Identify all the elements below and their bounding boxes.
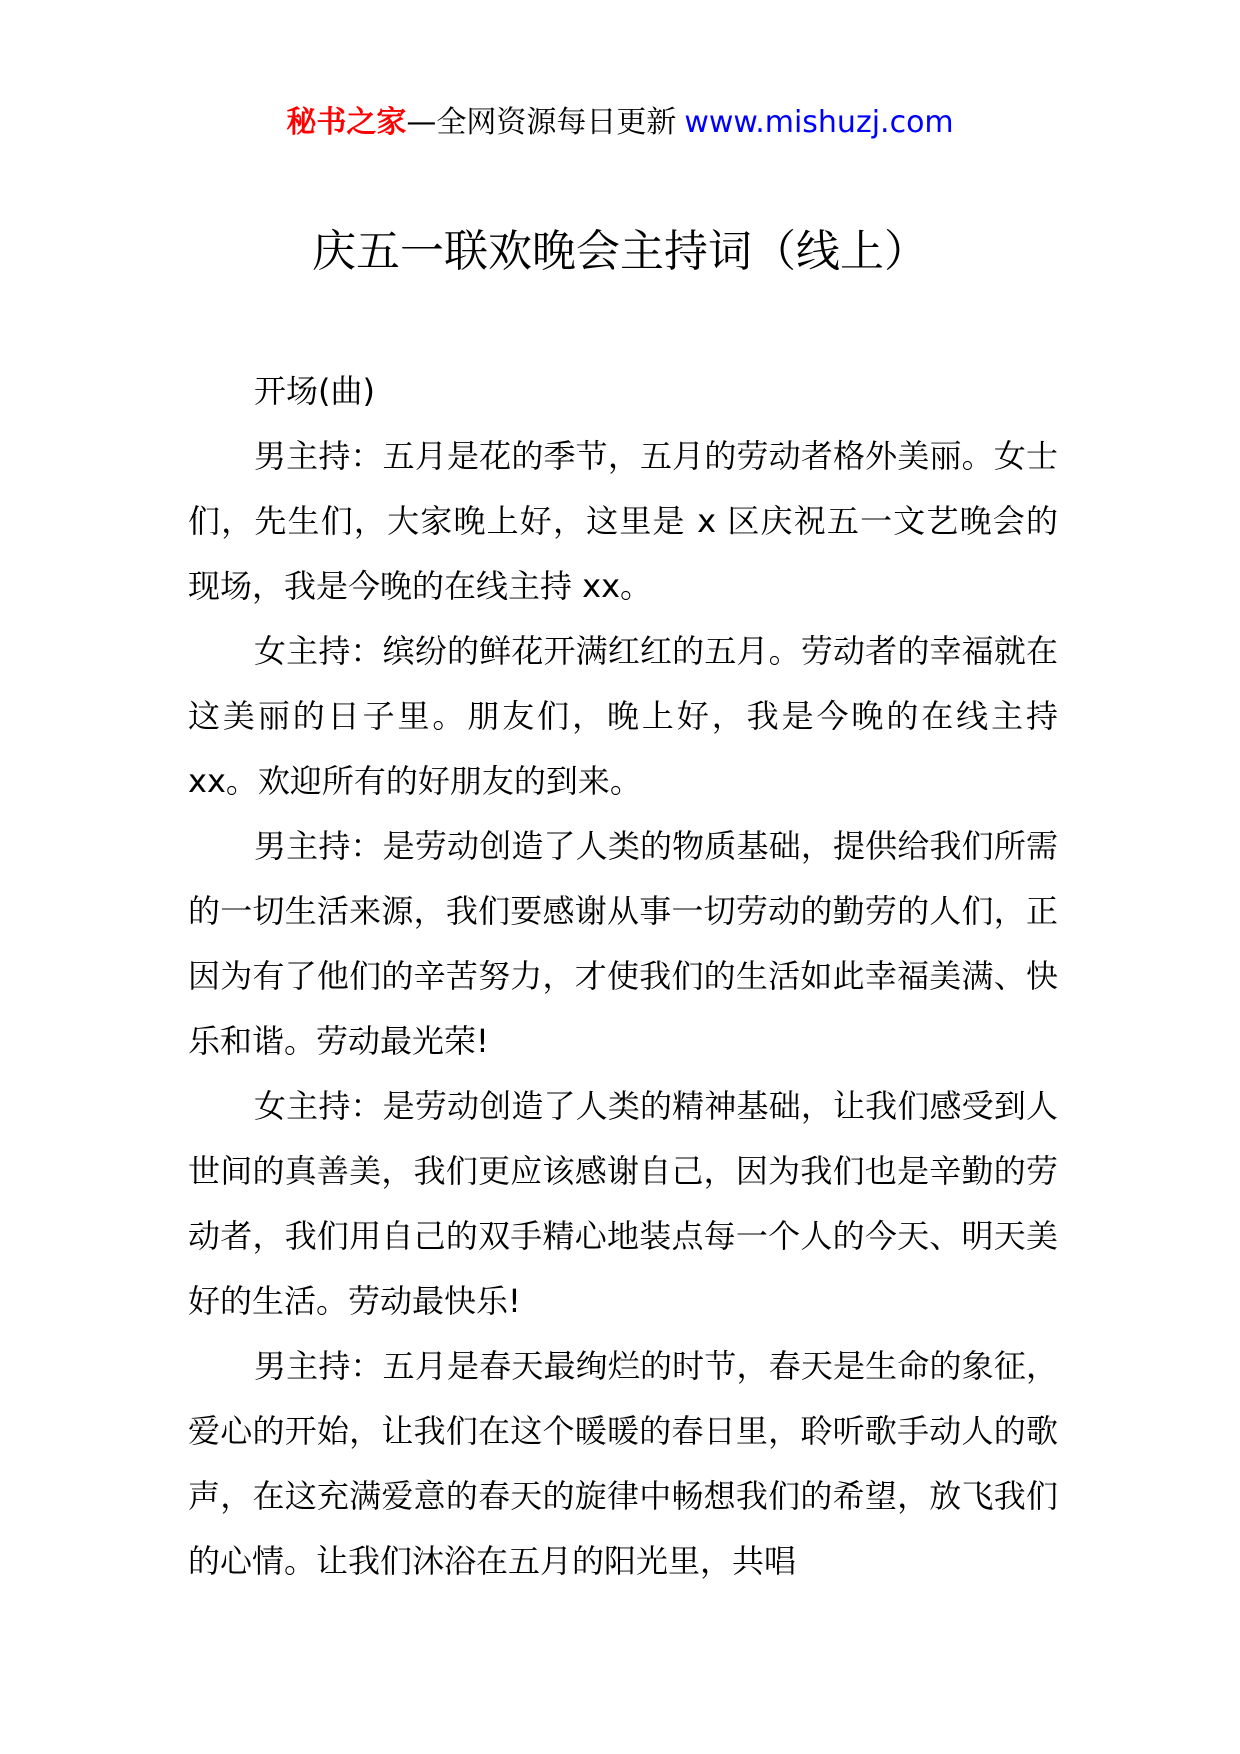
document-title: 庆五一联欢晚会主持词（线上） bbox=[312, 226, 928, 277]
site-url-link[interactable]: www.mishuzj.com bbox=[684, 105, 954, 140]
site-header bbox=[0, 103, 1240, 143]
document-body bbox=[188, 359, 1058, 1594]
paragraph: 男主持：五月是花的季节，五月的劳动者格外美丽。女士们，先生们，大家晚上好，这里是 x 区庆祝五一文艺晚会的现场，我是今晚的在线主持 xx。 bbox=[188, 437, 1058, 605]
paragraph: 男主持：是劳动创造了人类的物质基础，提供给我们所需的一切生活来源，我们要感谢从事一切劳动的勤劳的人们，正因为有了他们的辛苦努力，才使我们的生活如此幸福美满、快乐和谐。劳动最光荣! bbox=[188, 827, 1058, 1060]
paragraph: 男主持：五月是春天最绚烂的时节，春天是生命的象征，爱心的开始，让我们在这个暖暖的春日里，聆听歌手动人的歌声，在这充满爱意的春天的旋律中畅想我们的希望，放飞我们的心情。让我们沐浴在五月的阳光里，共唱 bbox=[188, 1347, 1058, 1580]
paragraph-opening: 开场(曲) bbox=[254, 372, 375, 410]
paragraph: 女主持：是劳动创造了人类的精神基础，让我们感受到人世间的真善美，我们更应该感谢自己，因为我们也是辛勤的劳动者，我们用自己的双手精心地装点每一个人的今天、明天美好的生活。劳动最快乐! bbox=[188, 1087, 1058, 1320]
site-brand: 秘书之家 bbox=[286, 105, 407, 140]
site-tagline: —全网资源每日更新 bbox=[406, 105, 677, 140]
paragraph: 女主持：缤纷的鲜花开满红红的五月。劳动者的幸福就在这美丽的日子里。朋友们，晚上好，我是今晚的在线主持 xx。欢迎所有的好朋友的到来。 bbox=[188, 632, 1058, 800]
